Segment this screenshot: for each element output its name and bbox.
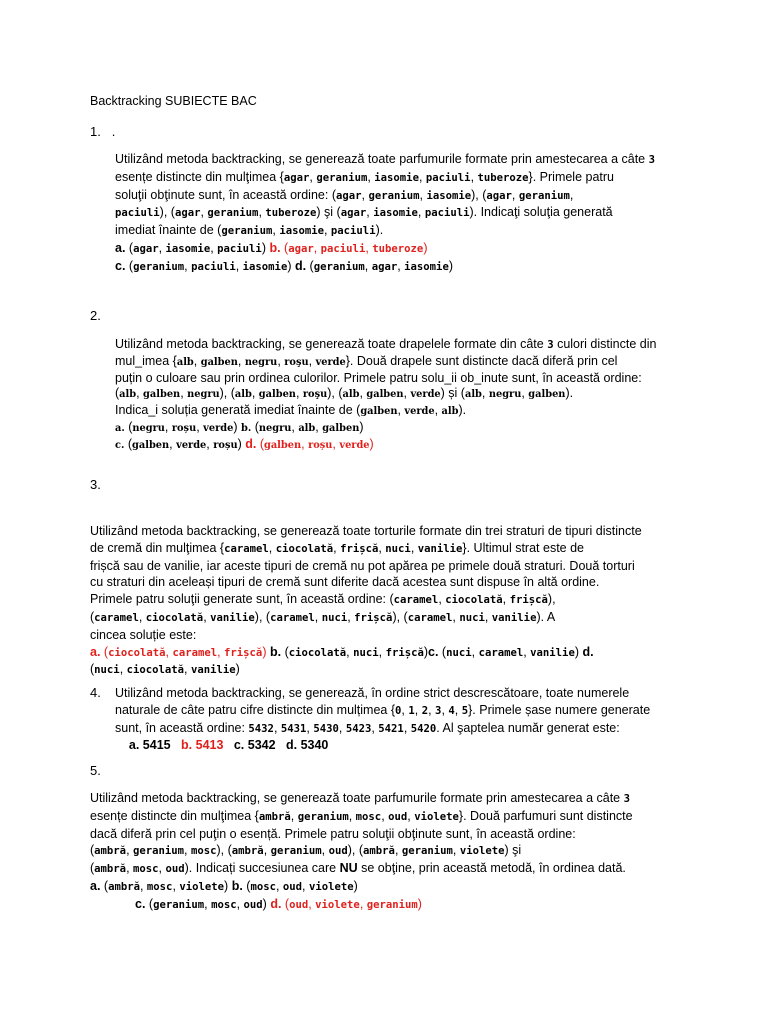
correct-answer: b. 5413 (181, 738, 224, 753)
question-3-options: a. (ciocolată, caramel, frișcă) b. (ciocolată, nuci, frișcă)c. (nuci, caramel, vanilie) d. (90, 644, 594, 659)
question-1-number (90, 124, 115, 139)
question-1-text: Utilizând metoda backtracking, se generează toate parfumurile formate prin amestecarea a câte 3 esențe distincte din mulţimea {agar, geranium, iasomie, paciuli, tuberoze}. Primele patru soluţii obţinute sunt, în această ordine: (agar, geranium, iasomie), (agar, geranium, paciuli), (agar, geranium, tuberoze) şi (agar, iasomie, paciuli). Indicaţi soluţia generată imediat înainte de (geranium, iasomie, paciuli). a. (agar, iasomie, paciuli) b. (agar, paciuli, tuberoze) c. (geranium, paciuli, iasomie) d. (geranium, agar, iasomie) (115, 151, 655, 276)
question-2-options-cd: c. (galben, verde, roșu) d. (galben, roșu, verde) (115, 436, 374, 451)
question-3-number: 3. (90, 477, 101, 492)
question-4-options: a. 5415 b. 5413 c. 5342 d. 5340 (128, 738, 329, 753)
question-3-text: Utilizând metoda backtracking, se generează toate torturile formate din trei straturi de tipuri distincte de cremă din mulţimea {caramel, ciocolată, frișcă, nuci, vanilie}. Ultimul strat este de frișcă sau de vanilie, iar aceste tipuri de cremă nu pot apărea pe primele două straturi. Două torturi cu straturi din aceleași tipuri de cremă sunt diferite dacă acestea sunt dispuse în altă ordine. Primele patru soluţii generate sunt, în această ordine: (caramel, ciocolată, frișcă), (caramel, ciocolată, vanilie), (caramel, nuci, frișcă), (caramel, nuci, vanilie). A cincea soluție este: a. (ciocolată, caramel, frișcă) b. (ciocolată, nuci, frișcă)c. (nuci, caramel, vanilie) d. (nuci, ciocolată, vanilie) (90, 524, 642, 677)
question-5-options-ab: a. (ambră, mosc, violete) b. (mosc, oud, violete) (90, 878, 358, 893)
correct-answer: a. (ciocolată, caramel, frișcă) (90, 644, 267, 659)
question-number: 1. (90, 124, 101, 139)
correct-answer: d. (oud, violete, geranium) (270, 896, 422, 911)
correct-answer: d. (galben, roșu, verde) (245, 436, 374, 451)
question-1-options-ab: a. (agar, iasomie, paciuli) b. (agar, paciuli, tuberoze) (115, 240, 428, 255)
document-title: Backtracking SUBIECTE BAC (90, 94, 257, 108)
question-5-text: Utilizând metoda backtracking, se generează toate parfumurile formate prin amestecarea a câte 3 esențe distincte din mulţimea {ambră, geranium, mosc, oud, violete}. Două parfumuri sunt distincte dacă diferă prin cel puţin o esență. Primele patru soluţii obţinute sunt, în această ordine: (ambră, geranium, mosc), (ambră, geranium, oud), (ambră, geranium, violete) şi (ambră, mosc, oud). Indicați succesiunea care NU se obţine, prin această metodă, în ordinea dată. a. (ambră, mosc, violete) b. (mosc, oud, violete) c. (geranium, mosc, oud) d. (oud, violete, geranium) (90, 790, 633, 914)
correct-answer: b. (agar, paciuli, tuberoze) (269, 240, 428, 255)
question-4-text: Utilizând metoda backtracking, se generează, în ordine strict descrescătoare, toate numerele naturale de câte patru cifre distincte din mulțimea {0, 1, 2, 3, 4, 5}. Primele șase numere generate sunt, în această ordine: 5432, 5431, 5430, 5423, 5421, 5420. Al şaptelea număr generat este: a. 5415 b. 5413 c. 5342 d. 5340 (115, 686, 651, 753)
question-1-options-cd: c. (geranium, paciuli, iasomie) d. (geranium, agar, iasomie) (115, 258, 453, 273)
question-number-dot: . (111, 124, 116, 139)
question-5-options-cd: c. (geranium, mosc, oud) d. (oud, violete, geranium) (135, 896, 422, 911)
question-2-options-ab: a. (negru, roșu, verde) b. (negru, alb, galben) (115, 419, 364, 434)
question-2-number: 2. (90, 308, 101, 323)
question-5-number: 5. (90, 763, 101, 778)
question-2-text: Utilizând metoda backtracking, se generează toate drapelele formate din câte 3 culori distincte din mul_imea {alb, galben, negru, roşu, verde}. Două drapele sunt distincte dacă diferă prin cel puțin o culoare sau prin ordinea culorilor. Primele patru solu_ii ob_inute sunt, în această ordine: (alb, galben, negru), (alb, galben, roşu), (alb, galben, verde) și (alb, negru, galben). Indica_i soluția generată imediat înainte de (galben, verde, alb). a. (negru, roșu, verde) b. (negru, alb, galben) c. (galben, verde, roșu) d. (galben, roșu, verde) (115, 337, 656, 454)
question-4-number: 4. (90, 685, 101, 700)
